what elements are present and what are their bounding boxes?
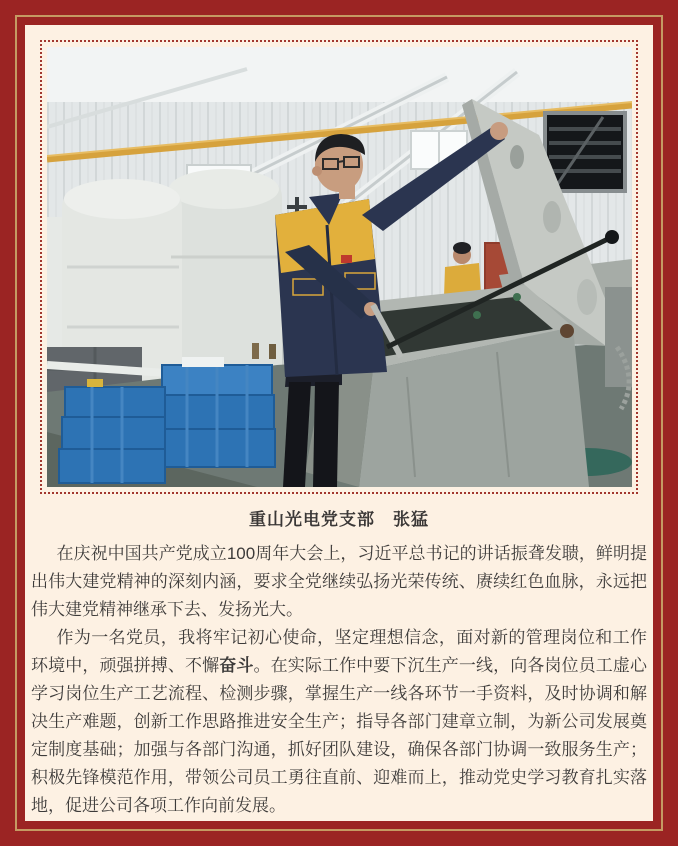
content-panel bbox=[25, 25, 653, 821]
article-paragraph bbox=[31, 624, 647, 820]
text-segment: 作为一名党员，我将牢记初心使命，坚定理想信念，面对新的管理岗位和工作环境中，顽强拼搏、不懈 bbox=[31, 628, 647, 675]
article-body bbox=[31, 540, 647, 820]
exhaust-fan bbox=[545, 113, 625, 191]
text-segment: 在庆祝中国共产党成立100周年大会上，习近平总书记的讲话振聋发聩，鲜明提出伟大建党精神的深刻内涵，要求全党继续弘扬光荣传统、赓续红色血脉，永远把伟大建党精神继承下去、发扬光大。 bbox=[31, 544, 647, 619]
article-paragraph bbox=[31, 540, 647, 624]
photo-frame bbox=[40, 40, 638, 494]
text-segment: 。在实际工作中要下沉生产一线，向各岗位员工虚心学习岗位生产工艺流程、检测步骤，掌握生产一线各环节一手资料，及时协调和解决生产难题，创新工作思路推进安全生产；指导各部门建章立制，为新公司发展奠定制度基础；加强与各部门沟通，抓好团队建设，确保各部门协调一致服务生产；积极先锋模范作用，带领公司员工勇往直前、迎难而上，推动党史学习教育扎实落地，促进公司各项工作向前发展。 bbox=[31, 656, 648, 815]
workshop-photo bbox=[47, 47, 632, 487]
article-byline: 重山光电党支部 张猛 bbox=[249, 510, 429, 529]
bold-text-segment: 奋斗 bbox=[219, 656, 254, 675]
